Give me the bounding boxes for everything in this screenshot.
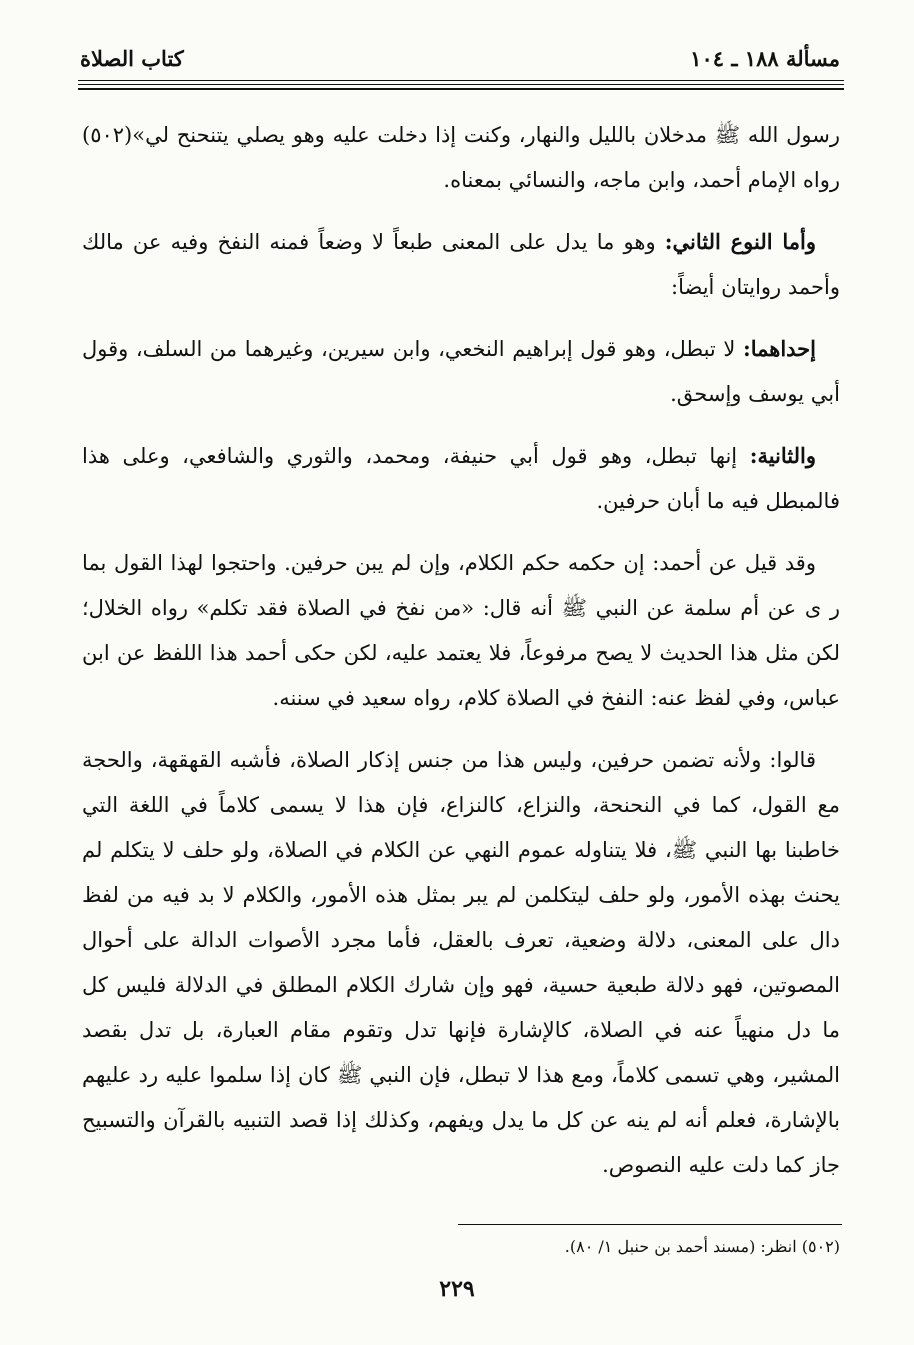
main-text [82,112,840,1204]
paragraph-4 [82,433,840,524]
paragraph-5 [82,540,840,721]
paragraph-4-lead: والثانية: [749,443,816,468]
header-issue-number: مسألة ١٨٨ ـ ١٠٤ [690,46,840,71]
paragraph-6-text: قالوا: ولأنه تضمن حرفين، وليس هذا من جنس إذكار الصلاة، فأشبه القهقهة، والحجة مع القول، كما في النحنحة، والنزاع، كالنزاع، فإن هذا لا يسمى كلاماً في اللغة التي خاطبنا بها النبي ﷺ، فلا يتناوله عموم النهي عن الكلام في الصلاة، ولو حلف لا يتكلم لم يحنث بهذه الأمور، ولو حلف ليتكلمن لم يبر بمثل هذه الأمور، والكلام لا بد فيه من لفظ دال على المعنى، دلالة وضعية، تعرف بالعقل، فأما مجرد الأصوات الدالة على أحوال المصوتين، فهو دلالة طبعية حسية، فهو وإن شارك الكلام المطلق في الدلالة فليس كل ما دل منهياً عنه في الصلاة، كالإشارة فإنها تدل وتقوم مقام العبارة، بل تدل بقصد المشير، وهي تسمى كلاماً، ومع هذا لا تبطل، فإن النبي ﷺ كان إذا سلموا عليه رد عليهم بالإشارة، فعلم أنه لم ينه عن كل ما يدل ويفهم، وكذلك إذا قصد التنبيه بالقرآن والتسبيح جاز كما دلت عليه النصوص. [82,748,840,1177]
paragraph-2-text: وهو ما يدل على المعنى طبعاً لا وضعاً فمنه النفخ وفيه عن مالك وأحمد روايتان أيضاً: [82,230,840,299]
paragraph-6 [82,737,840,1188]
header-rule-top [78,80,844,81]
paragraph-3 [82,326,840,417]
paragraph-2-lead: وأما النوع الثاني: [664,229,816,254]
header-rule-bottom [78,88,844,90]
header-book-title: كتاب الصلاة [80,46,184,71]
page-header [80,40,840,80]
paragraph-3-text: لا تبطل، وهو قول إبراهيم النخعي، وابن سيرين، وغيرهما من السلف، وقول أبي يوسف وإسحق. [82,337,840,406]
footnote-separator [458,1224,842,1225]
paragraph-1 [82,112,840,203]
paragraph-3-lead: إحداهما: [742,336,816,361]
paragraph-1-text: رسول الله ﷺ مدخلان بالليل والنهار، وكنت إذا دخلت عليه وهو يصلي يتنحنح لي»(٥٠٢) رواه الإمام أحمد، وابن ماجه، والنسائي بمعناه. [82,123,840,192]
paragraph-4-text: إنها تبطل، وهو قول أبي حنيفة، ومحمد، والثوري والشافعي، وعلى هذا فالمبطل فيه ما أبان حرفين. [82,444,840,513]
paragraph-2 [82,219,840,310]
header-rule-middle [78,84,844,85]
paragraph-5-text: وقد قيل عن أحمد: إن حكمه حكم الكلام، وإن لم يبن حرفين. واحتجوا لهذا القول بما ر ى عن أم سلمة عن النبي ﷺ أنه قال: «من نفخ في الصلاة فقد تكلم» رواه الخلال؛ لكن مثل هذا الحديث لا يصح مرفوعاً، فلا يعتمد عليه، لكن حكى أحمد هذا اللفظ عن ابن عباس، وفي لفظ عنه: النفخ في الصلاة كلام، رواه سعيد في سننه. [82,551,840,710]
footnote: (٥٠٢) انظر: (مسند أحمد بن حنبل ١/ ٨٠). [564,1237,840,1256]
page-number: ٢٢٩ [439,1276,475,1302]
